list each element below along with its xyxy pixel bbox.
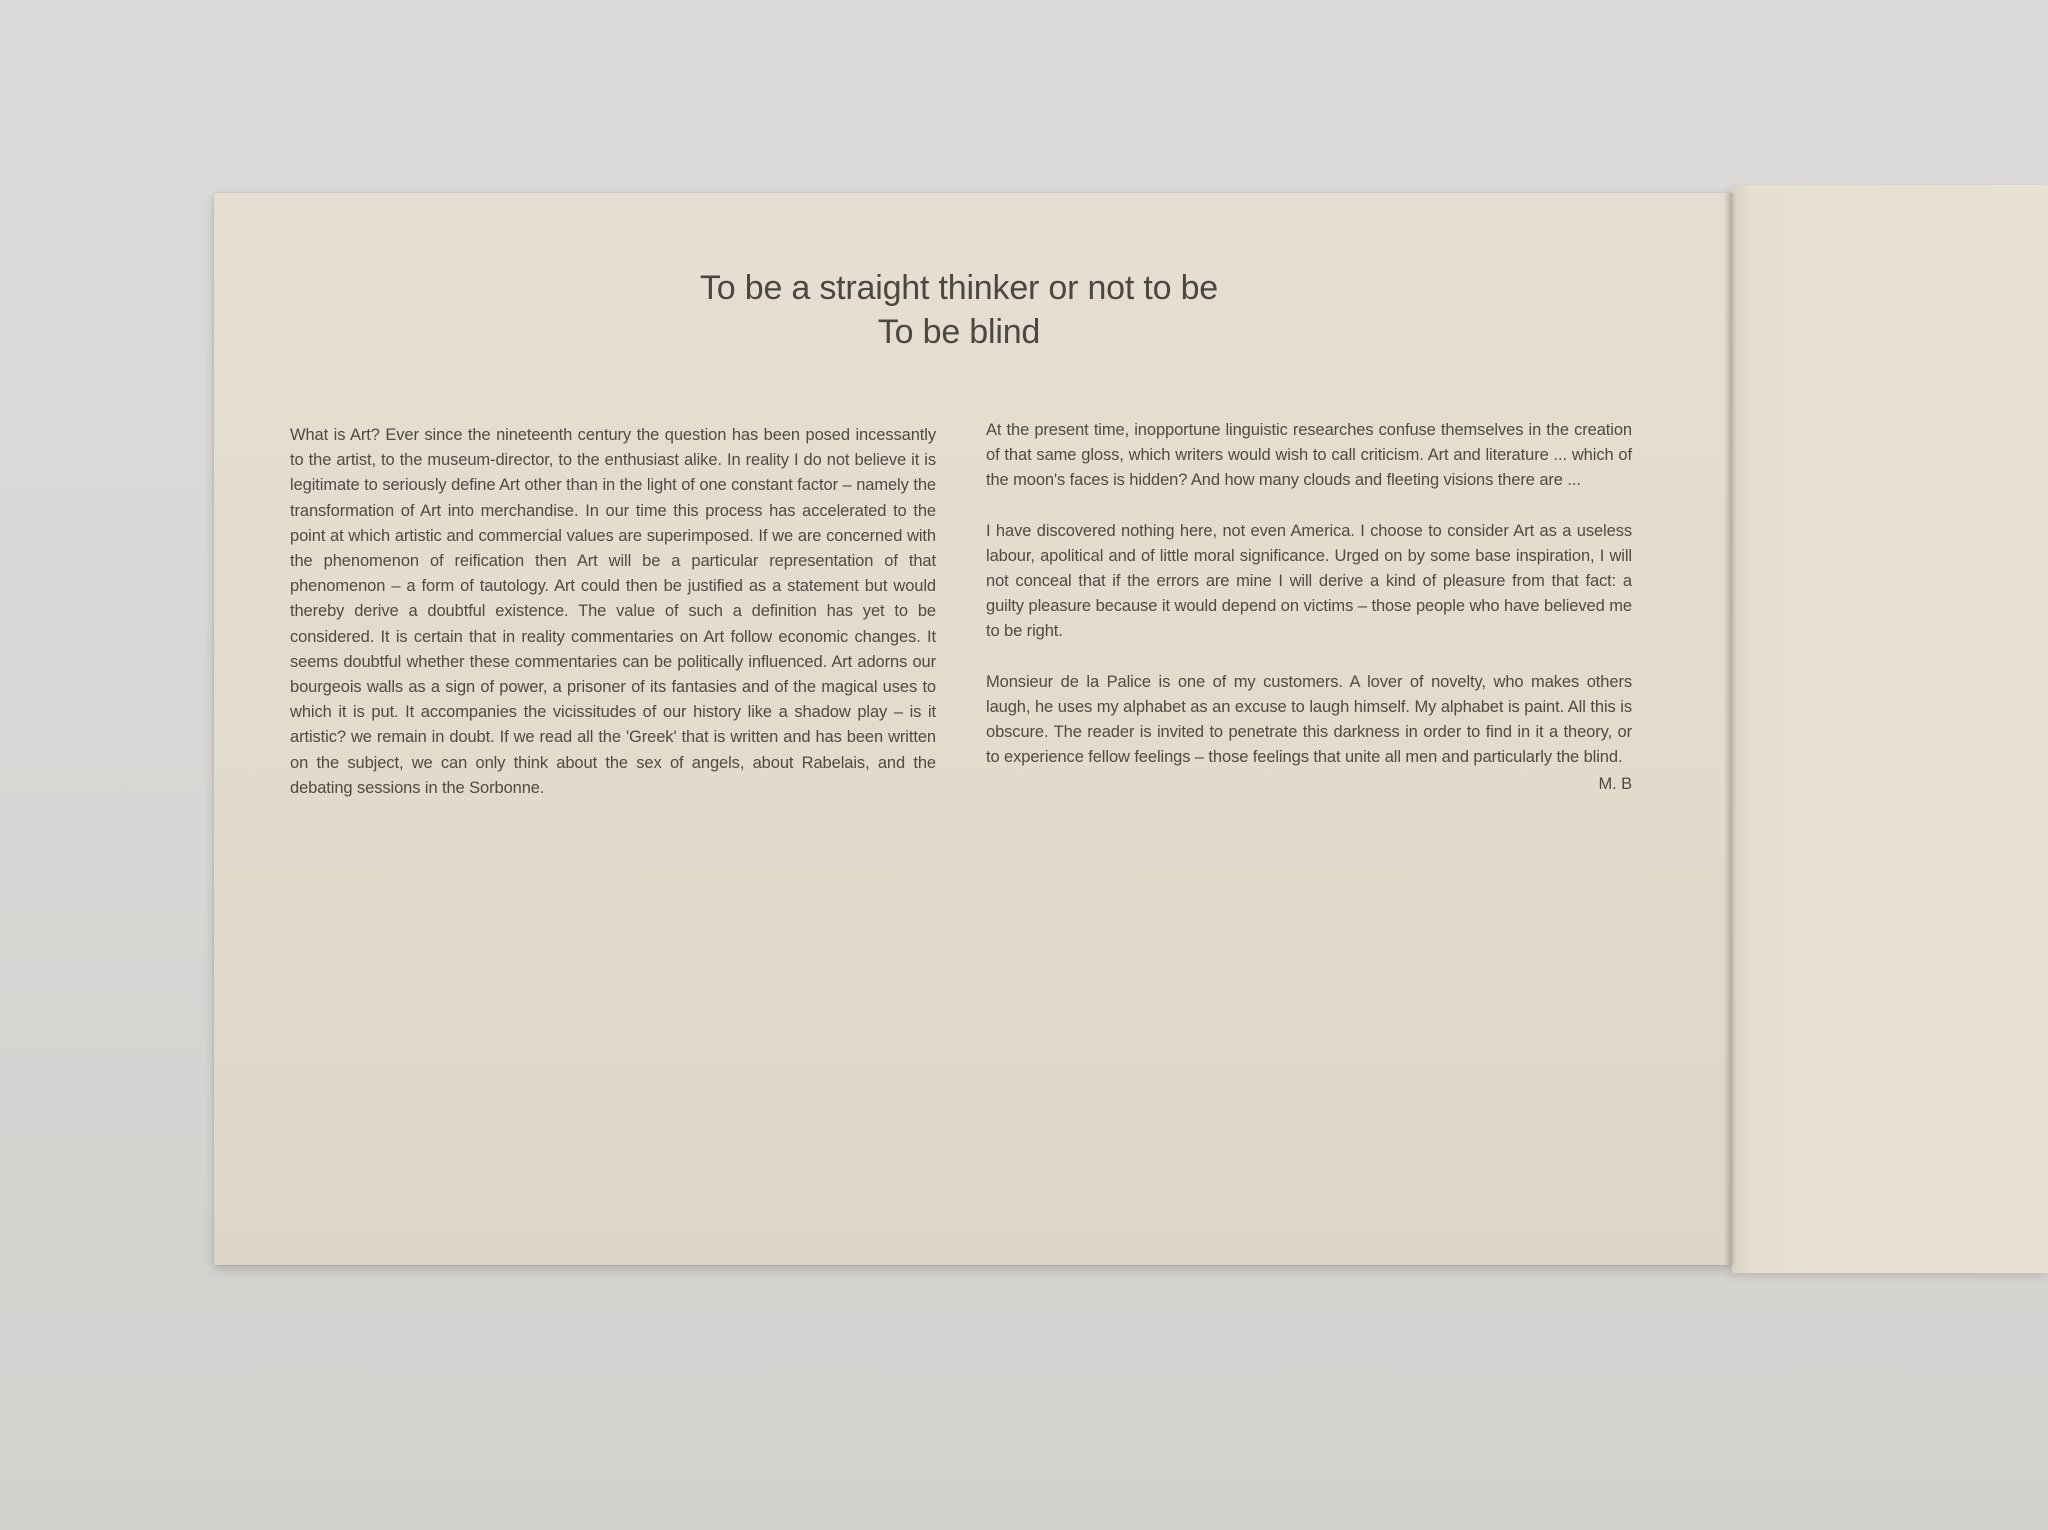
- right-paragraph-3: Monsieur de la Palice is one of my customers. A lover of novelty, who makes others laugh, he uses my alphabet as an excuse to laugh himself. My alphabet is paint. All this is obscure. The reader is invited to penetrate this darkness in order to find in it a theory, or to experience fellow feelings – those feelings that unite all men and particularly the blind.: [986, 672, 1632, 767]
- right-paragraph-1: At the present time, inopportune linguistic researches confuse themselves in the creation of that same gloss, which writers would wish to call criticism. Art and literature ... which of the moon's faces is hidden? And how many clouds and fleeting visions there are ...: [986, 421, 1632, 490]
- right-paragraph-2: I have discovered nothing here, not even America. I choose to consider Art as a useless labour, apolitical and of little moral significance. Urged on by some base inspiration, I will not conceal that if the errors are mine I will derive a kind of pleasure from that fact: a guilty pleasure because it would depend on victims – those people who have believed me to be right.: [986, 521, 1632, 641]
- book-gutter: [1724, 193, 1736, 1265]
- title-line-1: To be a straight thinker or not to be: [699, 269, 1219, 307]
- left-text-column: [290, 423, 936, 801]
- author-signature: M. B: [1598, 775, 1632, 794]
- title-line-2: To be blind: [877, 313, 1041, 351]
- left-paragraph-1: What is Art? Ever since the nineteenth century the question has been posed incessantly to the artist, to the museum-director, to the enthusiast alike. In reality I do not believe it is legitimate to seriously define Art other than in the light of one constant factor – namely the transformation of Art into merchandise. In our time this process has accelerated to the point at which artistic and commercial values are superimposed. If we are concerned with the phenomenon of reification then Art will be a particular representation of that phenomenon – a form of tautology. Art could then be justified as a statement but would thereby derive a doubtful existence. The value of such a definition has yet to be considered. It is certain that in reality commentaries on Art follow economic changes. It seems doubtful whether these commentaries can be politically influenced. Art adorns our bourgeois walls as a sign of power, a prisoner of its fantasies and of the magical uses to which it is put. It accompanies the vicissitudes of our history like a shadow play – is it artistic? we remain in doubt. If we read all the 'Greek' that is written and has been written on the subject, we can only think about the sex of angels, about Rabelais, and the debating sessions in the Sorbonne.: [290, 426, 936, 797]
- right-page: [1732, 185, 2048, 1273]
- right-text-column: [986, 418, 1632, 798]
- page-title: [214, 266, 1704, 354]
